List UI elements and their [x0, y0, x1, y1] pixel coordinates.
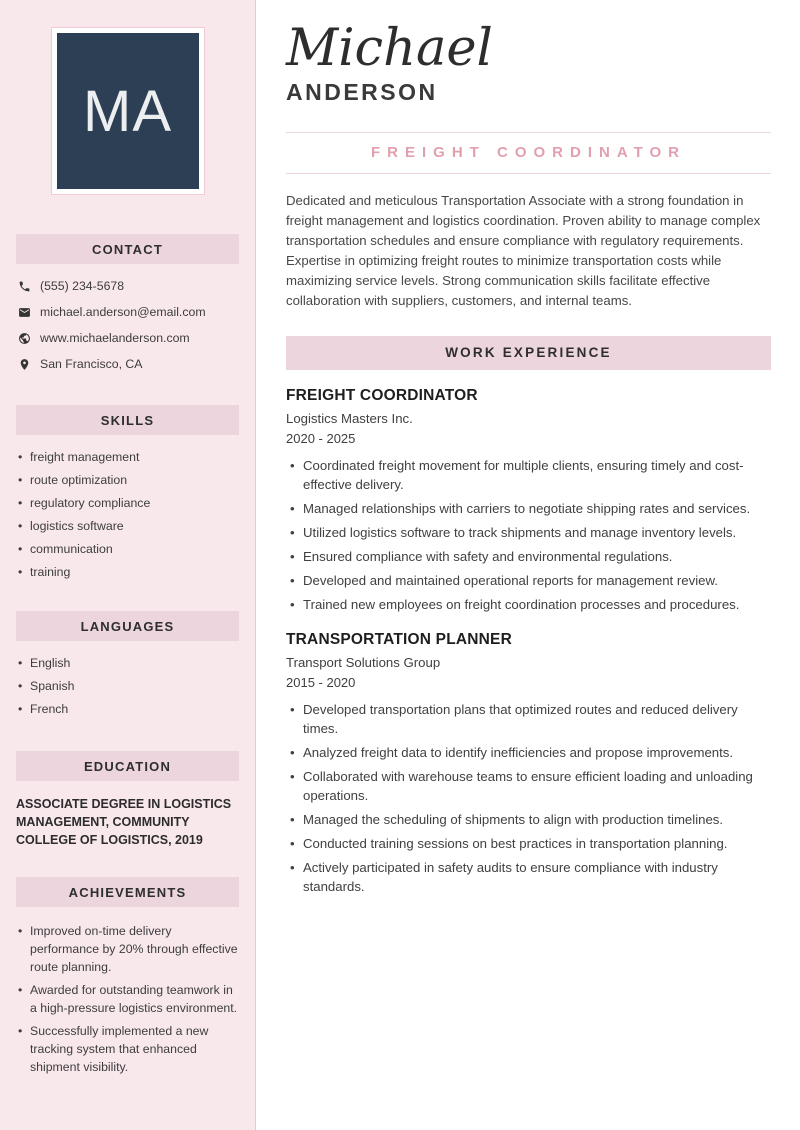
skill-item: • route optimization	[18, 473, 243, 488]
job-company: Transport Solutions Group	[286, 654, 441, 670]
avatar-initials: MA	[83, 78, 172, 144]
job-bullet: • Conducted training sessions on best practices in transportation planning.	[286, 834, 771, 853]
job-bullet: • Analyzed freight data to identify inefficiencies and propose improvements.	[286, 743, 771, 762]
job-bullet: • Utilized logistics software to track shipments and manage inventory levels.	[286, 523, 771, 542]
location-icon	[18, 358, 31, 371]
job-title: FREIGHT COORDINATOR	[371, 143, 686, 161]
education-section-header: EDUCATION	[16, 751, 239, 781]
divider-bottom	[286, 173, 771, 174]
skill-item: • communication	[18, 542, 243, 557]
contact-item-website	[18, 331, 245, 345]
job-bullet: • Coordinated freight movement for multiple clients, ensuring timely and cost-effective delivery.	[286, 456, 771, 494]
contact-item-location	[18, 357, 245, 371]
job-bullet-list	[286, 456, 771, 614]
skills-list	[0, 435, 255, 580]
job-entry-2	[286, 631, 771, 896]
job-bullet: • Developed and maintained operational reports for management review.	[286, 571, 771, 590]
contact-item-phone	[18, 279, 245, 293]
skill-item: • regulatory compliance	[18, 496, 243, 511]
language-item: • French	[18, 702, 243, 717]
achievement-item: • Successfully implemented a new tracking system that enhanced shipment visibility.	[18, 1022, 243, 1076]
sidebar	[0, 0, 256, 1130]
skill-item: • training	[18, 565, 243, 580]
achievements-section-header: ACHIEVEMENTS	[16, 877, 239, 907]
skill-item: • freight management	[18, 450, 243, 465]
job-company: Logistics Masters Inc.	[286, 410, 413, 426]
contact-list	[0, 264, 255, 371]
job-dates: 2015 - 2020	[286, 674, 356, 690]
first-name: Michael	[286, 19, 493, 78]
achievement-item: • Improved on-time delivery performance by 20% through effective route planning.	[18, 922, 243, 976]
contact-phone-text: (555) 234-5678	[40, 279, 125, 293]
main-content	[256, 0, 800, 1130]
achievement-item: • Awarded for outstanding teamwork in a high-pressure logistics environment.	[18, 981, 243, 1017]
job-bullet: • Ensured compliance with safety and environmental regulations.	[286, 547, 771, 566]
job-bullet: • Trained new employees on freight coordination processes and procedures.	[286, 595, 771, 614]
achievements-list	[0, 907, 255, 1076]
languages-list	[0, 641, 255, 717]
contact-location-text: San Francisco, CA	[40, 357, 143, 371]
job-role: TRANSPORTATION PLANNER	[286, 630, 512, 648]
avatar-frame	[51, 27, 205, 195]
language-item: • Spanish	[18, 679, 243, 694]
job-bullet: • Actively participated in safety audits to ensure compliance with industry standards.	[286, 858, 771, 896]
education-text: ASSOCIATE DEGREE IN LOGISTICS MANAGEMENT, COMMUNITY COLLEGE OF LOGISTICS, 2019	[16, 797, 232, 847]
job-entry-1	[286, 387, 771, 614]
job-bullet: • Developed transportation plans that optimized routes and reduced delivery times.	[286, 700, 771, 738]
job-bullet-list	[286, 700, 771, 896]
contact-item-email	[18, 305, 245, 319]
skill-item: • logistics software	[18, 519, 243, 534]
email-icon	[18, 306, 31, 319]
avatar	[57, 33, 199, 189]
contact-email-text: michael.anderson@email.com	[40, 305, 206, 319]
globe-icon	[18, 332, 31, 345]
job-bullet: • Collaborated with warehouse teams to ensure efficient loading and unloading operations.	[286, 767, 771, 805]
job-role: FREIGHT COORDINATOR	[286, 386, 478, 404]
job-bullet: • Managed relationships with carriers to negotiate shipping rates and services.	[286, 499, 771, 518]
job-bullet: • Managed the scheduling of shipments to align with production timelines.	[286, 810, 771, 829]
language-item: • English	[18, 656, 243, 671]
summary-text: Dedicated and meticulous Transportation Associate with a strong foundation in freight management and logistics coordination. Proven ability to manage complex transportation schedules and ensure compliance with regulatory requirements. Expertise in optimizing freight routes to minimize transportation costs while maximizing service levels. Strong communication skills facilitate effective collaboration with suppliers, customers, and internal teams.	[286, 192, 761, 308]
last-name: ANDERSON	[286, 78, 438, 105]
contact-section-header: CONTACT	[16, 234, 239, 264]
work-experience-header: WORK EXPERIENCE	[286, 336, 771, 370]
contact-website-text: www.michaelanderson.com	[40, 331, 190, 345]
phone-icon	[18, 280, 31, 293]
job-dates: 2020 - 2025	[286, 430, 356, 446]
languages-section-header: LANGUAGES	[16, 611, 239, 641]
skills-section-header: SKILLS	[16, 405, 239, 435]
